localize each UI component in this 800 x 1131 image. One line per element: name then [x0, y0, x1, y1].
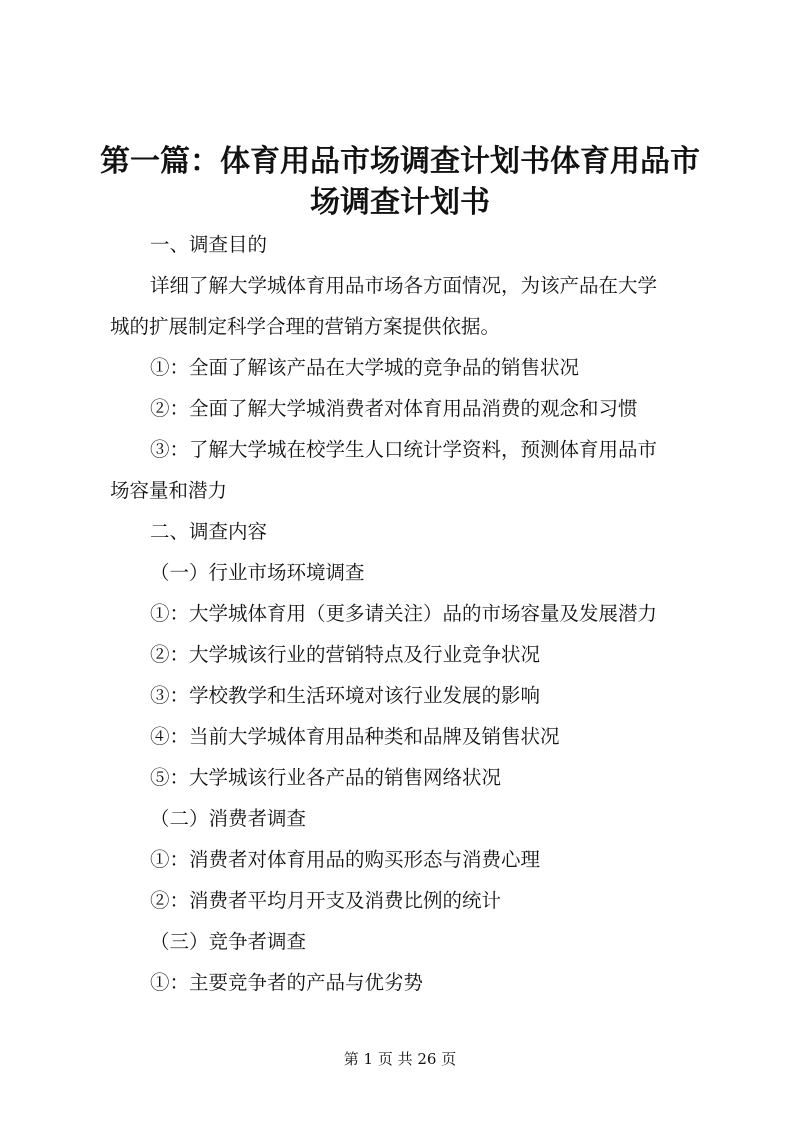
subsection-heading: （二）消费者调查 [150, 807, 307, 830]
list-item: ①：全面了解该产品在大学城的竞争品的销售状况 [150, 356, 580, 379]
subsection-heading: （一）行业市场环境调查 [150, 561, 365, 584]
list-item: ②：消费者平均月开支及消费比例的统计 [150, 889, 502, 912]
document-title-line-1: 第一篇：体育用品市场调查计划书体育用品市 [100, 144, 700, 179]
list-item: ③：了解大学城在校学生人口统计学资料，预测体育用品市 [150, 438, 658, 461]
list-item: ①：大学城体育用（更多请关注）品的市场容量及发展潜力 [150, 602, 658, 625]
list-item: ②：大学城该行业的营销特点及行业竞争状况 [150, 643, 541, 666]
list-item: ①：主要竞争者的产品与优劣势 [150, 971, 424, 994]
list-item: ⑤：大学城该行业各产品的销售网络状况 [150, 766, 502, 789]
paragraph-line: 场容量和潜力 [110, 479, 228, 502]
paragraph-line: 城的扩展制定科学合理的营销方案提供依据。 [110, 315, 501, 338]
list-item: ④：当前大学城体育用品种类和品牌及销售状况 [150, 725, 560, 748]
list-item: ②：全面了解大学城消费者对体育用品消费的观念和习惯 [150, 397, 638, 420]
paragraph-line: 详细了解大学城体育用品市场各方面情况，为该产品在大学 [150, 274, 658, 297]
document-title-line-2: 场调查计划书 [310, 185, 490, 220]
list-item: ③：学校教学和生活环境对该行业发展的影响 [150, 684, 541, 707]
section-heading-content: 二、调查内容 [150, 520, 268, 543]
section-heading-purpose: 一、调查目的 [150, 233, 268, 256]
subsection-heading: （三）竞争者调查 [150, 930, 307, 953]
list-item: ①：消费者对体育用品的购买形态与消费心理 [150, 848, 541, 871]
page-footer: 第 1 页 共 26 页 [343, 1050, 457, 1068]
